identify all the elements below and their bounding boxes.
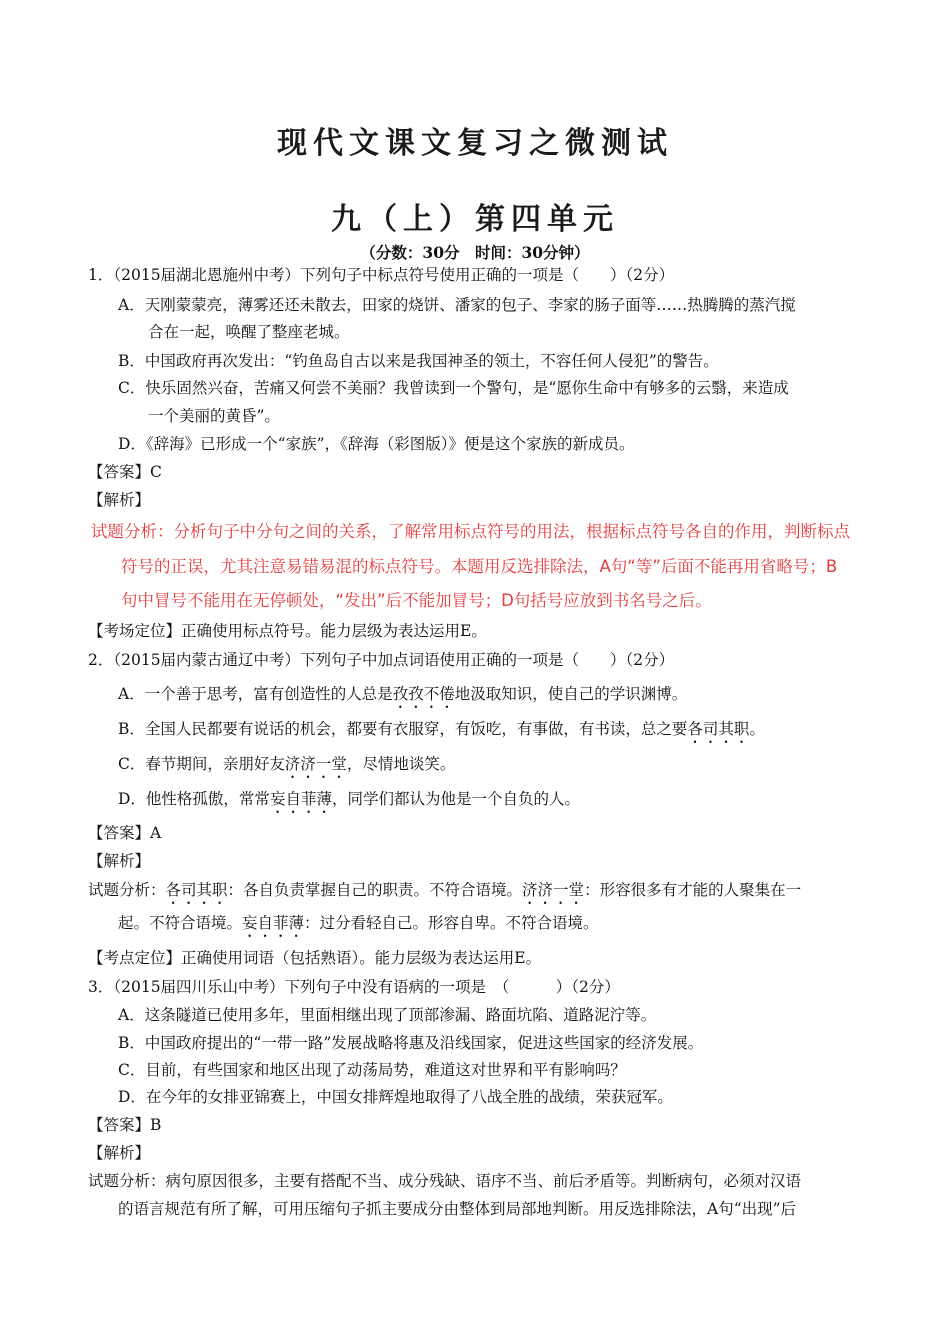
q1-option-c: C．快乐固然兴奋，苦痛又何尝不美丽？我曾读到一个警句，是“愿你生命中有够多的云翳，来造成 bbox=[118, 379, 789, 397]
q3-analysis-label: 【解析】 bbox=[88, 1144, 151, 1162]
q3-stem: 3．（2015届四川乐山中考）下列句子中没有语病的一项是 （ ）（2分） bbox=[88, 978, 620, 996]
unit-title: 九（上）第四单元 bbox=[331, 202, 619, 237]
q2-answer: 【答案】A bbox=[88, 824, 162, 842]
dotted-term: 妄自菲薄 bbox=[242, 914, 305, 932]
q1-analysis-line2: 符号的正误，尤其注意易错易混的标点符号。本题用反选排除法，A句“等”后面不能再用省略号；B bbox=[121, 557, 838, 576]
q1-answer: 【答案】C bbox=[88, 463, 162, 481]
dotted-term: 妄自菲薄 bbox=[269, 790, 332, 808]
q1-option-b: B．中国政府再次发出：“钓鱼岛自古以来是我国神圣的领土，不容任何人侵犯”的警告。 bbox=[118, 352, 719, 370]
q2-stem: 2．（2015届内蒙古通辽中考）下列句子中加点词语使用正确的一项是（ ）（2分） bbox=[88, 651, 675, 669]
q2-analysis-label: 【解析】 bbox=[88, 852, 151, 870]
q2-point: 【考点定位】正确使用词语（包括熟语）。能力层级为表达运用E。 bbox=[88, 949, 542, 967]
q2-analysis-line2: 起。不符合语境。妄自菲薄：过分看轻自己。形容自卑。不符合语境。 bbox=[118, 914, 599, 932]
q3-analysis-line2: 的语言规范有所了解，可用压缩句子抓主要成分由整体到局部地判断。用反选排除法，A句“出现”后 bbox=[118, 1200, 797, 1218]
q3-option-b: B．中国政府提出的“一带一路”发展战略将惠及沿线国家，促进这些国家的经济发展。 bbox=[118, 1034, 704, 1052]
q1-option-c-cont: 一个美丽的黄昏”。 bbox=[148, 407, 280, 425]
q1-analysis-line1: 试题分析：分析句子中分句之间的关系，了解常用标点符号的用法，根据标点符号各自的作用，判断标点 bbox=[91, 522, 850, 541]
q3-analysis-line1: 试题分析：病句原因很多，主要有搭配不当、成分残缺、语序不当、前后矛盾等。判断病句，必须对汉语 bbox=[88, 1172, 802, 1190]
q3-option-d: D．在今年的女排亚锦赛上，中国女排辉煌地取得了八战全胜的战绩，荣获冠军。 bbox=[118, 1088, 673, 1106]
q3-answer: 【答案】B bbox=[88, 1116, 162, 1134]
dotted-term: 济济一堂 bbox=[522, 881, 585, 899]
q2-analysis-line1: 试题分析：各司其职：各自负责掌握自己的职责。不符合语境。济济一堂：形容很多有才能的人聚集在一 bbox=[88, 881, 802, 899]
dotted-term: 孜孜不倦 bbox=[392, 685, 455, 703]
q3-option-a: A．这条隧道已使用多年，里面相继出现了顶部渗漏、路面坑陷、道路泥泞等。 bbox=[118, 1006, 657, 1024]
page-title: 现代文课文复习之微测试 bbox=[277, 126, 673, 161]
q2-option-b: B．全国人民都要有说话的机会，都要有衣服穿，有饭吃，有事做，有书读，总之要各司其职。 bbox=[118, 720, 765, 738]
q2-option-d: D．他性格孤傲，常常妄自菲薄，同学们都认为他是一个自负的人。 bbox=[118, 790, 580, 808]
dotted-term: 各司其职 bbox=[165, 881, 228, 899]
dotted-term: 济济一堂 bbox=[284, 755, 347, 773]
q1-option-a-cont: 合在一起，唤醒了整座老城。 bbox=[148, 323, 350, 341]
q3-option-c: C．目前，有些国家和地区出现了动荡局势，难道这对世界和平有影响吗？ bbox=[118, 1061, 626, 1079]
q1-option-a: A．天刚蒙蒙亮，薄雾还还未散去，田家的烧饼、潘家的包子、李家的肠子面等……热腾腾的蒸汽搅 bbox=[118, 296, 796, 314]
q1-stem: 1．（2015届湖北恩施州中考）下列句子中标点符号使用正确的一项是（ ）（2分） bbox=[88, 266, 675, 284]
q1-analysis-label: 【解析】 bbox=[88, 491, 151, 509]
q1-option-d: D．《辞海》已形成一个“家族”，《辞海（彩图版）》便是这个家族的新成员。 bbox=[118, 435, 635, 453]
q1-analysis-line3: 句中冒号不能用在无停顿处，“发出”后不能加冒号；D句括号应放到书名号之后。 bbox=[121, 591, 712, 610]
score-time: （分数：30分 时间：30分钟） bbox=[360, 243, 590, 262]
q1-point: 【考场定位】正确使用标点符号。能力层级为表达运用E。 bbox=[88, 622, 487, 640]
q2-option-c: C．春节期间，亲朋好友济济一堂，尽情地谈笑。 bbox=[118, 755, 456, 773]
q2-option-a: A．一个善于思考，富有创造性的人总是孜孜不倦地汲取知识，使自己的学识渊博。 bbox=[118, 685, 688, 703]
dotted-term: 各司其职 bbox=[687, 720, 750, 738]
